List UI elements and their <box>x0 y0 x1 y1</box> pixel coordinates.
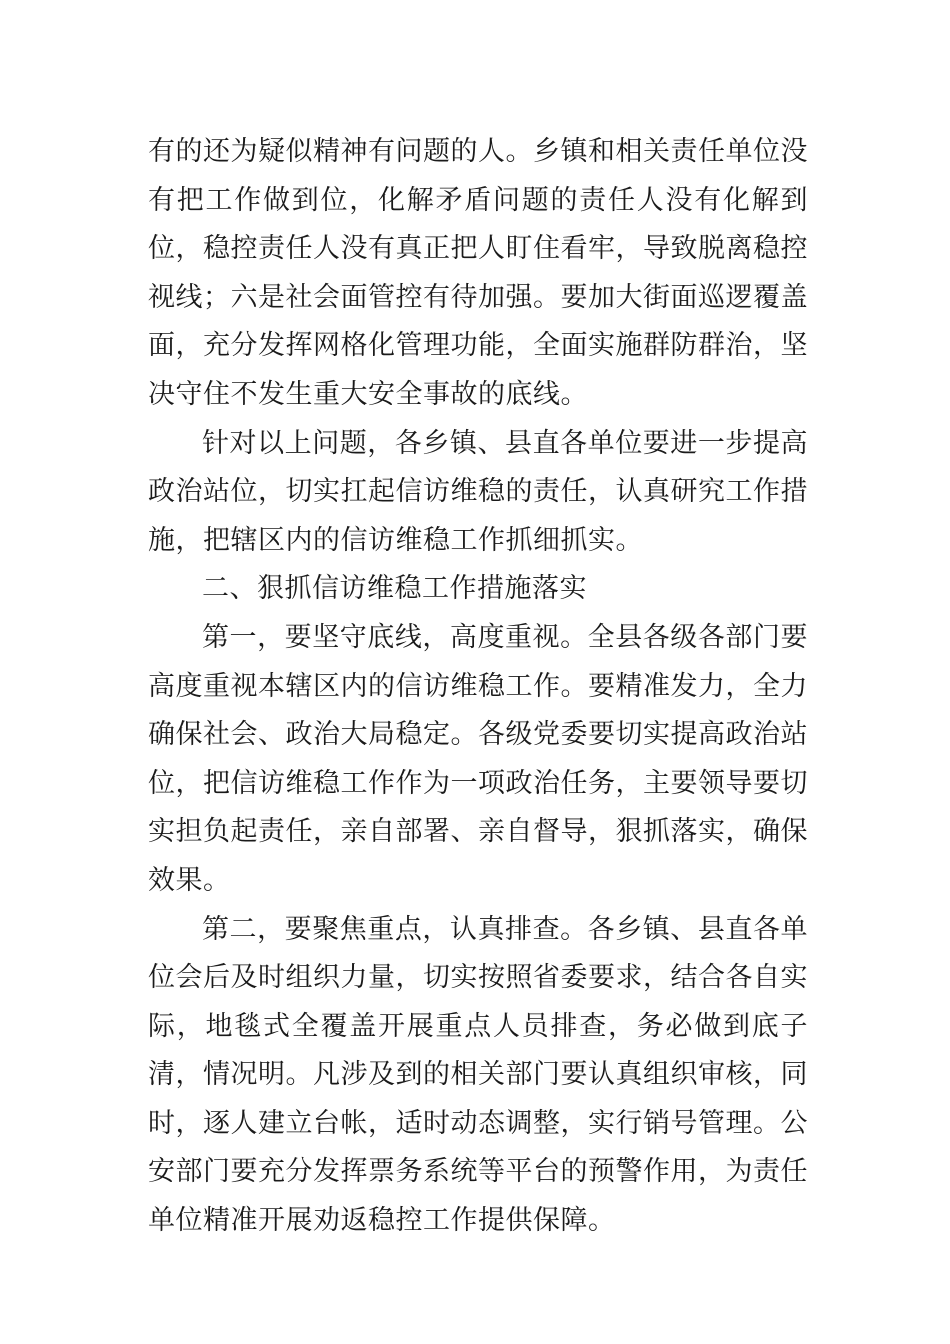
paragraph-first-measure: 第一，要坚守底线，高度重视。全县各级各部门要高度重视本辖区内的信访维稳工作。要精准发力，全力确保社会、政治大局稳定。各级党委要切实提高政治站位，把信访维稳工作作为一项政治任务，主要领导要切实担负起责任，亲自部署、亲自督导，狠抓落实，确保效果。 <box>148 621 808 896</box>
paragraph-summary: 针对以上问题，各乡镇、县直各单位要进一步提高政治站位，切实扛起信访维稳的责任，认真研究工作措施，把辖区内的信访维稳工作抓细抓实。 <box>148 427 808 556</box>
document-body <box>148 128 808 1246</box>
paragraph-continuation: 有的还为疑似精神有问题的人。乡镇和相关责任单位没有把工作做到位，化解矛盾问题的责任人没有化解到位，稳控责任人没有真正把人盯住看牢，导致脱离稳控视线；六是社会面管控有待加强。要加大街面巡逻覆盖面，充分发挥网格化管理功能，全面实施群防群治，坚决守住不发生重大安全事故的底线。 <box>148 136 808 410</box>
paragraph-second-measure: 第二，要聚焦重点，认真排查。各乡镇、县直各单位会后及时组织力量，切实按照省委要求，结合各自实际，地毯式全覆盖开展重点人员排查，务必做到底子清，情况明。凡涉及到的相关部门要认真组织审核，同时，逐人建立台帐，适时动态调整，实行销号管理。公安部门要充分发挥票务系统等平台的预警作用，为责任单位精准开展劝返稳控工作提供保障。 <box>148 913 808 1237</box>
section-heading: 二、狠抓信访维稳工作措施落实 <box>202 573 587 605</box>
